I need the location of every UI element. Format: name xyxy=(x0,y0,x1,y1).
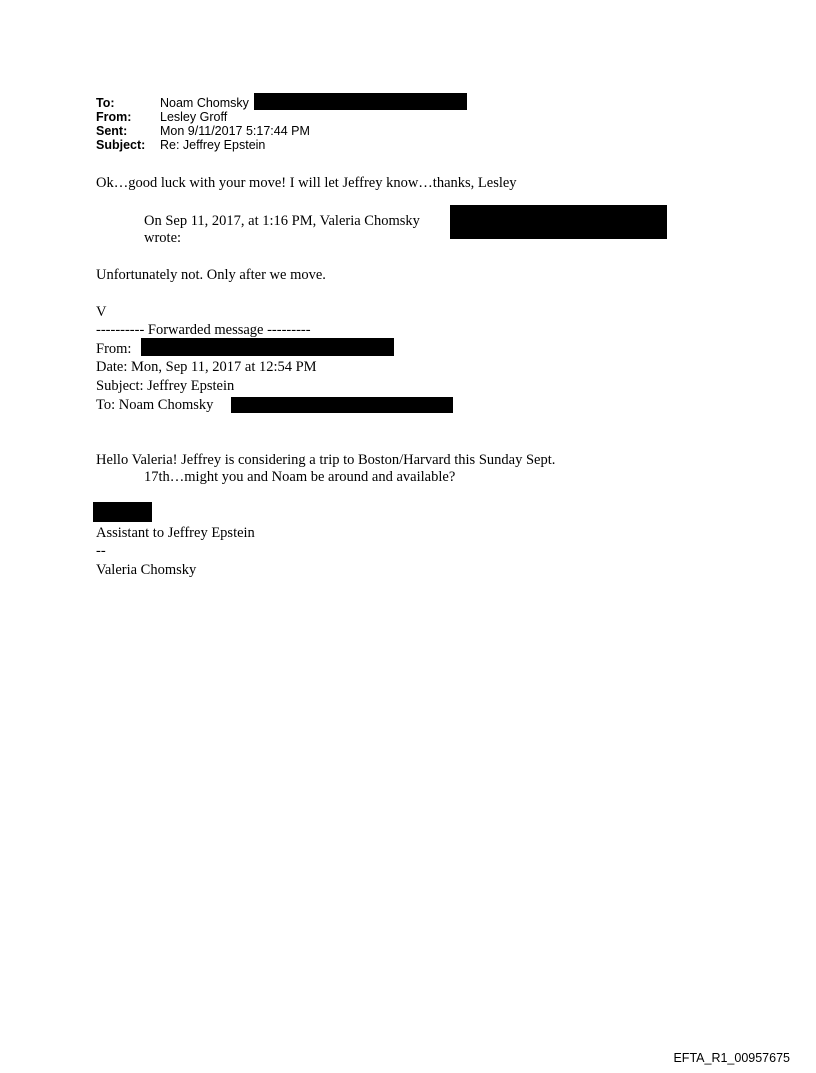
redaction-signature-name xyxy=(93,502,152,522)
to-value: Noam Chomsky xyxy=(160,96,249,110)
forwarded-divider: ---------- Forwarded message --------- xyxy=(96,322,311,338)
sent-row xyxy=(96,124,310,138)
to-label: To: xyxy=(96,96,115,110)
redaction-forwarded-to xyxy=(231,397,453,413)
sent-value: Mon 9/11/2017 5:17:44 PM xyxy=(160,124,310,138)
forwarded-body-line-1: Hello Valeria! Jeffrey is considering a trip to Boston/Harvard this Sunday Sept. xyxy=(96,452,556,468)
forwarded-from: From: xyxy=(96,341,132,357)
reply-body: Ok…good luck with your move! I will let Jeffrey know…thanks, Lesley xyxy=(96,175,517,191)
document-id: EFTA_R1_00957675 xyxy=(673,1051,790,1065)
redaction-to-email xyxy=(254,93,467,110)
sent-label: Sent: xyxy=(96,124,128,138)
quote-line-1: On Sep 11, 2017, at 1:16 PM, Valeria Chomsky xyxy=(144,213,420,229)
forwarded-body-line-2: 17th…might you and Noam be around and available? xyxy=(144,469,456,485)
signature-name: Valeria Chomsky xyxy=(96,562,197,578)
from-value: Lesley Groff xyxy=(160,110,228,124)
signature-separator: -- xyxy=(96,543,106,559)
subject-label: Subject: xyxy=(96,138,146,152)
signature-title: Assistant to Jeffrey Epstein xyxy=(96,525,255,541)
from-row xyxy=(96,110,310,124)
signoff-initial: V xyxy=(96,304,107,320)
from-label: From: xyxy=(96,110,132,124)
subject-row xyxy=(96,138,310,152)
forwarded-to: To: Noam Chomsky xyxy=(96,397,214,413)
message-text: Unfortunately not. Only after we move. xyxy=(96,267,326,283)
subject-value: Re: Jeffrey Epstein xyxy=(160,138,266,152)
forwarded-subject: Subject: Jeffrey Epstein xyxy=(96,378,235,394)
quote-line-2: wrote: xyxy=(144,230,182,246)
redaction-quote-email xyxy=(450,205,667,239)
redaction-forwarded-from xyxy=(141,338,394,356)
forwarded-date: Date: Mon, Sep 11, 2017 at 12:54 PM xyxy=(96,359,317,375)
